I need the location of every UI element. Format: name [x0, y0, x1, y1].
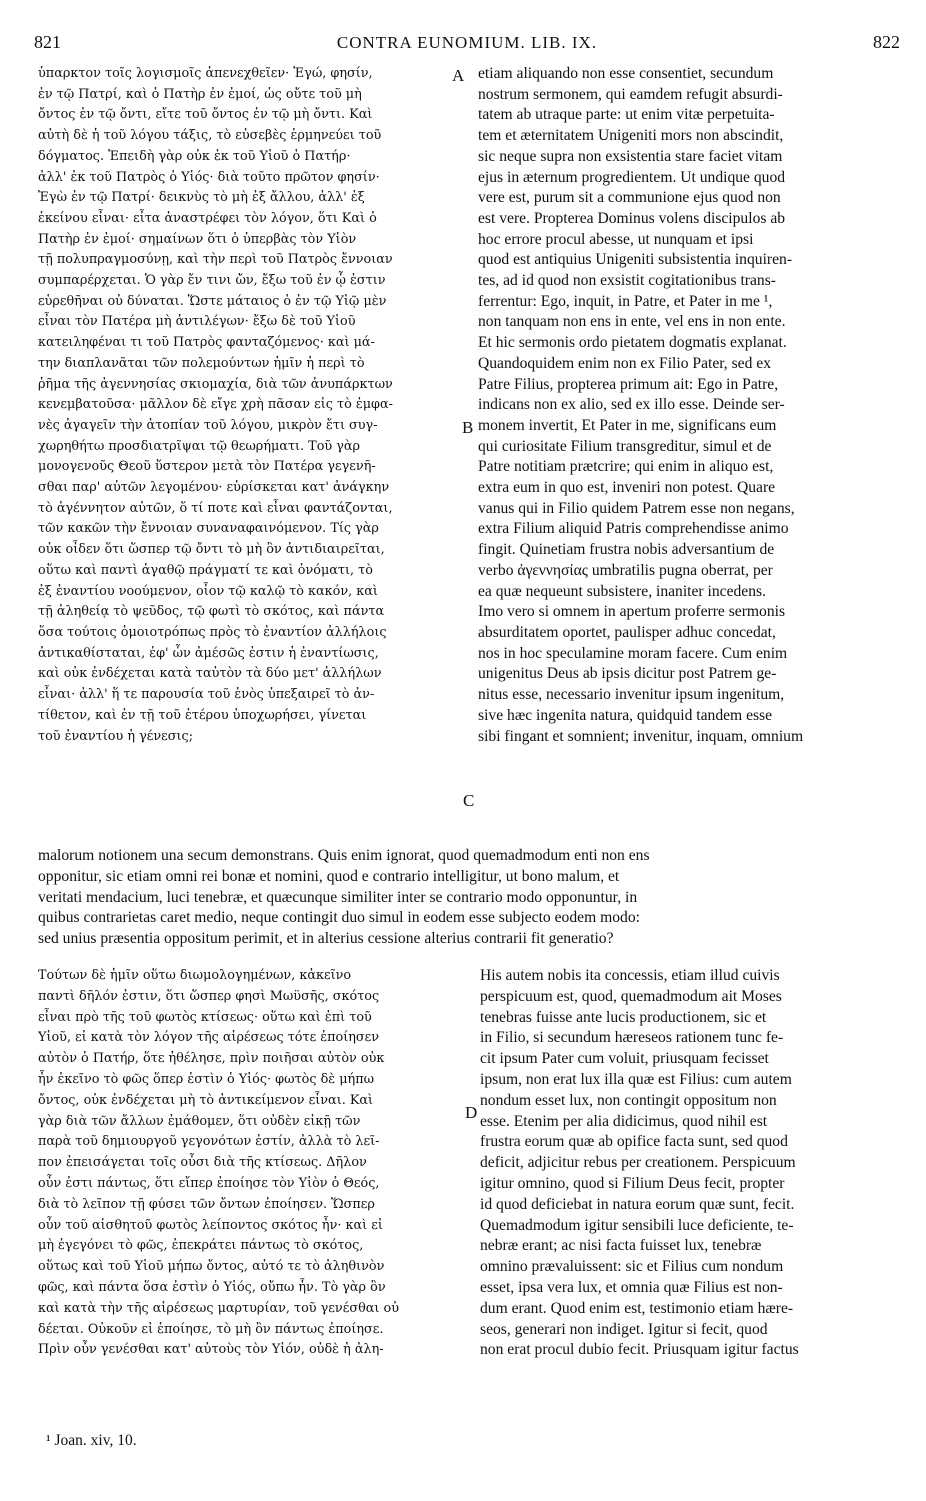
- greek-text-line: τίθετον, καὶ ἐν τῇ τοῦ ἑτέρου ὑποχωρήσει, γίνεται: [38, 707, 367, 723]
- latin-text-line: unigenitus Deus ab ipsis dicitur post Patrem ge-: [478, 665, 777, 683]
- greek-text-line: ἐκείνου εἶναι· εἶτα ἀναστρέφει τὸν λόγον, ὅτι Καὶ ὁ: [38, 210, 377, 226]
- latin-text-line: tem et æternitatem Unigeniti mors non abscindit,: [478, 127, 784, 145]
- latin-text-line: vere est, purum sit a communione ejus quod non: [478, 189, 781, 207]
- latin-text-line: absurditatem oportet, paulisper adhuc concedat,: [478, 623, 776, 641]
- section-marker-a: A: [452, 66, 465, 85]
- latin-text-line: ea quæ nequeunt subsistere, inaniter incedens.: [478, 582, 766, 600]
- latin-text-line: malorum notionem una secum demonstrans. Quis enim ignorat, quod quemadmodum enti non ens: [38, 847, 650, 864]
- greek-text-line: καὶ κατὰ τὴν τῆς αἱρέσεως μαρτυρίαν, τοῦ γενέσθαι οὐ: [38, 1300, 399, 1316]
- running-title: CONTRA EUNOMIUM. LIB. IX.: [336, 33, 598, 52]
- latin-text-line: qui curiositate Filium transgreditur, simul et de: [478, 437, 772, 455]
- latin-text-line: tenebras fuisse ante lucis productionem, sic et: [480, 1008, 767, 1026]
- latin-text-line: cit ipsum Pater cum voluit, priusquam fecisset: [480, 1050, 769, 1068]
- latin-text-line: His autem nobis ita concessis, etiam illud cuivis: [480, 967, 780, 984]
- greek-text-line: χωρηθήτω προσδιατρῖψαι τῷ θεωρήματι. Τοῦ γὰρ: [38, 438, 361, 454]
- greek-text-line: σθαι παρ' αὐτῶν λεγομένου· εὑρίσκεται κατ' ἀνάγκην: [38, 480, 390, 496]
- section-marker-d: D: [465, 1103, 478, 1122]
- greek-text-line: εὑρεθῆναι οὐ δύναται. Ὥστε μάταιος ὁ ἐν τῷ Υἱῷ μὲν: [38, 293, 387, 309]
- greek-text-line: ῥῆμα τῆς ἀγεννησίας σκιομαχία, διὰ τῶν ἀνυπάρκτων: [38, 376, 393, 392]
- greek-text-line: τοῦ ἐναντίου ἡ γένεσις;: [38, 728, 193, 744]
- greek-column-bottom: [38, 966, 458, 1361]
- latin-column-top: [478, 64, 896, 747]
- latin-text-line: fingit. Quinetiam frustra nobis adversantium de: [478, 541, 775, 559]
- latin-text-line: Patre notitiam prætcrire; qui enim in aliquo est,: [478, 458, 774, 476]
- greek-text-line: ἦν ἐκεῖνο τὸ φῶς ὅπερ ἐστὶν ὁ Υἱός· φωτὸς δὲ μήπω: [38, 1071, 375, 1087]
- latin-text-line: sed unius præsentia oppositum perimit, et in alterius cessione alterius contrarii fit generatio?: [38, 930, 614, 948]
- greek-text-line: νὲς ἀγαγεῖν τὴν ἀτοπίαν τοῦ λόγου, μικρὸν ἔτι συγ-: [38, 417, 378, 433]
- latin-text-line: Quandoquidem enim non ex Filio Pater, sed ex: [478, 354, 772, 372]
- latin-text-line: nondum esset lux, non contingit oppositum non: [480, 1091, 777, 1109]
- latin-text-line: nos in hoc speculamine moram facere. Cum enim: [478, 644, 788, 662]
- latin-text-line: in Filio, si secundum hæreseos rationem tunc fe-: [480, 1029, 784, 1047]
- greek-text-line: μονογενοῦς Θεοῦ ὕστερον μετὰ τὸν Πατέρα γεγενῆ-: [38, 459, 376, 475]
- latin-text-line: sibi fingant et somnient; invenitur, inquam, omnium: [478, 727, 804, 745]
- latin-text-line: ejus in æternum progredientem. Ut undique quod: [478, 168, 786, 186]
- latin-text-line: deficit, adjicitur rebus per creationem. Perspicuum: [480, 1154, 796, 1172]
- latin-text-line: opponitur, sic etiam omni rei bonæ et nomini, quod e contrario intelligitur, ut bono malum, et: [38, 867, 620, 885]
- greek-text-line: κενεμβατοῦσα· μᾶλλον δὲ εἴγε χρὴ πᾶσαν εἰς τὸ ἐμφα-: [38, 397, 393, 413]
- greek-text-line: εἶναι· ἀλλ' ἥ τε παρουσία τοῦ ἑνὸς ὑπεξαιρεῖ τὸ ἀν-: [38, 687, 375, 703]
- section-marker-c: C: [463, 791, 475, 810]
- greek-text-line: Πρὶν οὖν γενέσθαι κατ' αὐτοὺς τὸν Υἱόν, οὐδὲ ἡ ἀλη-: [38, 1342, 384, 1358]
- latin-text-line: omnino prævaluissent: sic et Filius cum nondum: [480, 1258, 784, 1276]
- latin-text-line: perspicuum est, quod, quemadmodum ait Moses: [480, 987, 782, 1005]
- greek-text-line: Υἱοῦ, εἰ κατὰ τὸν λόγον τῆς αἱρέσεως τότε ἐποίησεν: [38, 1030, 380, 1046]
- latin-text-line: non erat procul dubio fecit. Priusquam igitur factus: [480, 1341, 799, 1359]
- greek-text-line: καὶ οὐκ ἐνδέχεται κατὰ ταὐτὸν τὰ δύο μετ' ἀλλήλων: [38, 666, 382, 682]
- latin-text-line: vanus qui in Filio quidem Patrem esse non negans,: [478, 499, 795, 517]
- latin-text-line: etiam aliquando non esse consentiet, secundum: [478, 65, 774, 82]
- latin-text-line: est vere. Propterea Dominus volens discipulos ab: [478, 209, 786, 227]
- greek-text-line: ἀντικαθίσταται, ἐφ' ὧν ἀμέσῶς ἐστιν ἡ ἐναντίωσις,: [38, 645, 379, 661]
- greek-text-line: παρὰ τοῦ δημιουργοῦ γεγονότων ἐστίν, ἀλλὰ τὸ λεῖ-: [38, 1134, 380, 1150]
- greek-text-line: εἶναι πρὸ τῆς τοῦ φωτὸς κτίσεως· οὕτω καὶ ἐπὶ τοῦ: [38, 1009, 372, 1025]
- greek-text-line: την διαπλανᾶται τῶν πολεμούντων ἡμῖν ἡ περὶ τὸ: [38, 355, 365, 371]
- latin-text-line: extra eum in quo est, inveniri non potest. Quare: [478, 479, 776, 497]
- greek-text-line: Ἐγὼ ἐν τῷ Πατρί· δεικνὺς τὸ μὴ ἐξ ἄλλου, ἀλλ' ἐξ: [38, 190, 365, 206]
- greek-text-line: εἶναι τὸν Πατέρα μὴ ἀντιλέγων· ἔξω δὲ τοῦ Υἱοῦ: [38, 314, 356, 330]
- latin-text-line: hoc errore procul abesse, ut nunquam et ipsi: [478, 230, 754, 248]
- greek-text-line: αὐτὸν ὁ Πατήρ, ὅτε ἠθέλησε, πρὶν ποιῆσαι αὐτὸν οὐκ: [38, 1051, 385, 1067]
- greek-text-line: ὄντος, οὐκ ἐνδέχεται μὴ τὸ ἀντικείμενον εἶναι. Καὶ: [38, 1092, 374, 1108]
- greek-text-line: διὰ τὸ λεῖπον τῇ φύσει τῶν ὄντων ἐποίησεν. Ὥσπερ: [38, 1196, 375, 1212]
- latin-text-line: sic neque supra non exsistentia stare faciet vitam: [478, 147, 783, 165]
- greek-text-line: συμπαρέρχεται. Ὁ γὰρ ἔν τινι ὤν, ἔξω τοῦ ἐν ᾧ ἐστιν: [38, 273, 386, 289]
- greek-text-line: Πατὴρ ἐν ἐμοί· σημαίνων ὅτι ὁ ὑπερβὰς τὸν Υἱὸν: [38, 231, 357, 247]
- latin-text-line: indicans non ex alio, sed ex illo esse. Deinde ser-: [478, 396, 785, 414]
- latin-text-line: ipsum, non erat lux illa quæ est Filius: cum autem: [480, 1070, 792, 1088]
- page-number-right: 822: [873, 32, 900, 52]
- latin-text-line: seos, generari non indiget. Igitur si fecit, quod: [480, 1320, 768, 1338]
- latin-column-bottom: [480, 966, 898, 1361]
- latin-text-line: verbo ἀγεννησίας umbratilis pugna oberrat, per: [478, 561, 773, 579]
- greek-text-line: οὐκ οἶδεν ὅτι ὥσπερ τῷ ὄντι τὸ μὴ ὂν ἀντιδιαιρεῖται,: [38, 542, 385, 558]
- latin-text-line: id quod deficiebat in natura eorum quæ sunt, fecit.: [480, 1195, 795, 1213]
- latin-text-line: monem invertit, Et Pater in me, significans eum: [478, 416, 777, 434]
- greek-text-line: ὑπαρκτον τοῖς λογισμοῖς ἀπενεχθεῖεν· Ἐγώ, φησίν,: [38, 66, 373, 81]
- latin-text-line: quod est antiquius Unigeniti subsistentia inquiren-: [478, 251, 793, 269]
- greek-text-line: φῶς, καὶ πάντα ὅσα ἐστὶν ὁ Υἱός, οὔπω ἦν. Τὸ γὰρ ὂν: [38, 1279, 386, 1295]
- greek-text-line: ἐξ ἐναντίου νοούμενον, οἷον τῷ καλῷ τὸ κακόν, καὶ: [38, 583, 378, 599]
- latin-text-line: frustra eorum quæ ab opifice facta sunt, sed quod: [480, 1133, 788, 1151]
- latin-text-line: Quemadmodum igitur sensibili luce deficiente, te-: [480, 1216, 794, 1234]
- latin-text-line: quibus contrarietas caret medio, neque contingit duo simul in eodem esse subjecto eodem modo:: [38, 909, 640, 927]
- latin-text-line: tes, ad id quod non exsistit cogitationibus trans-: [478, 272, 776, 290]
- greek-text-line: κατειληφέναι τι τοῦ Πατρὸς φανταζόμενος· καὶ μά-: [38, 335, 375, 351]
- page-number-left: 821: [34, 32, 61, 52]
- latin-text-line: nitus esse, necessario invenitur ipsum ingenitum,: [478, 686, 785, 704]
- greek-text-line: Τούτων δὲ ἡμῖν οὕτω διωμολογημένων, κἀκεῖνο: [38, 968, 352, 983]
- latin-full-width-passage: [38, 846, 898, 950]
- greek-text-line: ὄντος ἐν τῷ ὄντι, εἴτε τοῦ ὄντος ἐν τῷ μὴ ὄντι. Καὶ: [38, 107, 373, 123]
- latin-text-line: nebræ erant; ac nisi facta fuisset lux, tenebræ: [480, 1237, 762, 1255]
- latin-text-line: esse. Etenim per alia didicimus, quod nihil est: [480, 1112, 768, 1130]
- latin-text-line: Patre Filius, propterea primum ait: Ego in Patre,: [478, 375, 779, 393]
- latin-text-line: nostrum sermonem, qui eamdem refugit absurdi-: [478, 85, 783, 103]
- latin-text-line: Et hic sermonis ordo pietatem dogmatis explanat.: [478, 334, 787, 352]
- greek-text-line: οὕτω καὶ παντὶ ἀγαθῷ πράγματί τε καὶ ὀνόματι, τὸ: [38, 562, 373, 578]
- greek-text-line: δόγματος. Ἐπειδὴ γὰρ οὐκ ἐκ τοῦ Υἱοῦ ὁ Πατήρ·: [38, 148, 351, 164]
- footnote: ¹ Joan. xiv, 10.: [46, 1432, 137, 1449]
- latin-text-line: extra Filium aliquid Patris comprehendisse animo: [478, 520, 789, 538]
- latin-text-line: non tanquam non ens in ente, vel ens in non ente.: [478, 313, 786, 331]
- greek-text-line: τῇ πολυπραγμοσύνῃ, καὶ τὴν περὶ τοῦ Πατρὸς ἔννοιαν: [38, 252, 393, 268]
- greek-text-line: ὅσα τούτοις ὁμοιοτρόπως πρὸς τὸ ἐναντίον ἀλλήλοις: [38, 624, 387, 640]
- greek-text-line: γὰρ διὰ τῶν ἄλλων ἐμάθομεν, ὅτι οὐδὲν εἰκῇ τῶν: [38, 1113, 361, 1129]
- greek-text-line: ἐν τῷ Πατρί, καὶ ὁ Πατὴρ ἐν ἐμοί, ὡς οὔτε τοῦ μὴ: [38, 86, 362, 102]
- greek-text-line: μὴ ἐγεγόνει τὸ φῶς, ἐπεκράτει πάντως τὸ σκότος,: [38, 1238, 364, 1254]
- latin-text-line: dum erant. Quod enim est, testimonio etiam hære-: [480, 1299, 794, 1317]
- greek-text-line: τῶν κακῶν τὴν ἔννοιαν συναναφαινόμενον. Τίς γὰρ: [38, 521, 379, 537]
- greek-text-line: δέεται. Οὐκοῦν εἰ ἐποίησε, τὸ μὴ ὂν πάντως ἐποίησε.: [38, 1321, 384, 1337]
- section-marker-b: B: [462, 418, 474, 437]
- latin-text-line: veritati mendacium, luci tenebræ, et quæcunque similiter inter se contrario modo opponuntur, in: [38, 888, 638, 906]
- greek-column-top: [38, 64, 458, 747]
- greek-text-line: παντὶ δῆλόν ἐστιν, ὅτι ὥσπερ φησὶ Μωϋσῆς, σκότος: [38, 988, 380, 1004]
- latin-text-line: esset, ipsa vera lux, et omnia quæ Filius est non-: [480, 1278, 783, 1296]
- latin-text-line: igitur omnino, quod si Filium Deus fecit, propter: [480, 1174, 785, 1192]
- greek-text-line: πον ἐπεισάγεται τοῖς οὖσι διὰ τῆς κτίσεως. Δῆλον: [38, 1155, 367, 1171]
- page-header: [34, 32, 900, 54]
- latin-text-line: sive hæc ingenita natura, quidquid tandem esse: [478, 706, 773, 724]
- latin-text-line: Imo vero si omnem in apertum proferre sermonis: [478, 603, 786, 621]
- greek-text-line: ἀλλ' ἐκ τοῦ Πατρὸς ὁ Υἱός· διὰ τοῦτο πρῶτον φησίν·: [38, 169, 380, 185]
- greek-text-line: οὖν ἐστι πάντως, ὅτι εἴπερ ἐποίησε τὸν Υἱὸν ὁ Θεός,: [38, 1175, 380, 1191]
- greek-text-line: οὖν τοῦ αἰσθητοῦ φωτὸς λείποντος σκότος ἦν· καὶ εἰ: [38, 1217, 383, 1233]
- greek-text-line: τῇ ἀληθείᾳ τὸ ψεῦδος, τῷ φωτὶ τὸ σκότος, καὶ πάντα: [38, 604, 385, 620]
- greek-text-line: τὸ ἀγέννητον αὐτῶν, ὅ τί ποτε καὶ εἶναι φαντάζονται,: [38, 500, 393, 516]
- latin-text-line: tatem ab utraque parte: ut enim vitæ perpetuita-: [478, 106, 775, 124]
- latin-text-line: ferrentur: Ego, inquit, in Patre, et Pater in me ¹,: [478, 292, 773, 310]
- greek-text-line: οὕτως καὶ τοῦ Υἱοῦ μήπω ὄντος, αὐτό τε τὸ ἀληθινὸν: [38, 1259, 385, 1275]
- greek-text-line: αὐτὴ δὲ ἡ τοῦ λόγου τάξις, τὸ εὐσεβὲς ἑρμηνεύει τοῦ: [38, 128, 382, 144]
